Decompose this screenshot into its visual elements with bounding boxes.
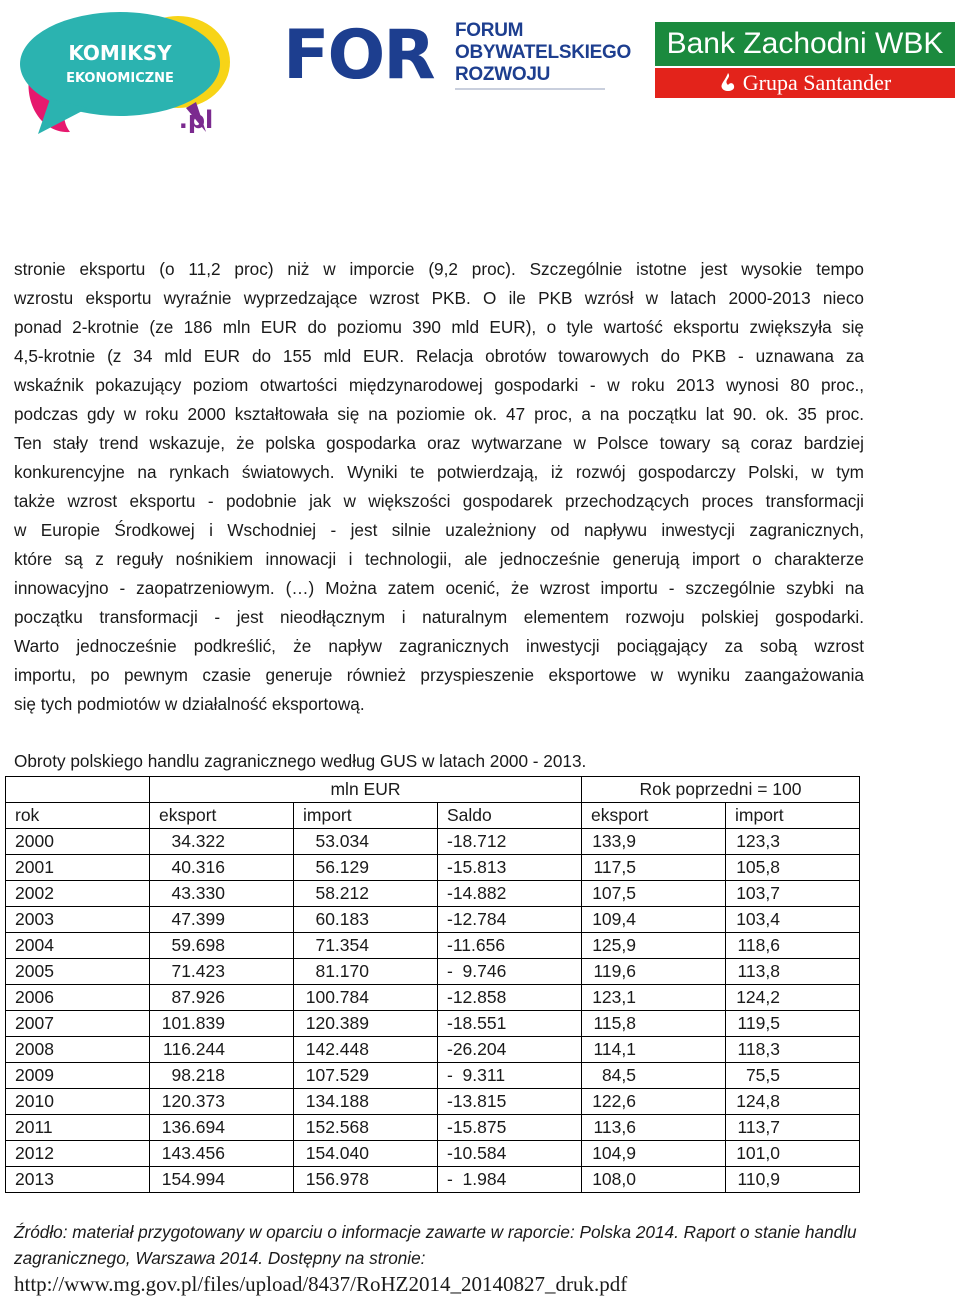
table-cell-value: 47.399 [171, 909, 225, 929]
trade-table [5, 776, 860, 1193]
table-cell-value: 71.354 [315, 935, 369, 955]
bank-zachodni-wbk-logo [655, 22, 955, 98]
table-cell [150, 1115, 294, 1141]
table-cell-value: 113,7 [737, 1117, 780, 1137]
table-row [6, 855, 860, 881]
table-cell-value: 2012 [15, 1143, 54, 1163]
table-cell-value: 119,5 [737, 1013, 780, 1033]
table-cell-value: 34.322 [171, 831, 225, 851]
table-cell-value: 2003 [15, 909, 54, 929]
table-cell-value: 2009 [15, 1065, 54, 1085]
table-cell [582, 1141, 726, 1167]
table-cell [6, 985, 150, 1011]
table-row [6, 1063, 860, 1089]
table-cell-value: 124,8 [736, 1091, 780, 1111]
table-cell-value: 2001 [15, 857, 54, 877]
table-cell-value: -26.204 [447, 1039, 507, 1059]
for-subtitle [455, 20, 631, 86]
table-cell-value: 53.034 [315, 831, 369, 851]
table-cell [294, 933, 438, 959]
table-cell [6, 907, 150, 933]
table-cell [150, 881, 294, 907]
table-cell-value: -14.882 [447, 883, 507, 903]
table-header-eksport-index: eksport [582, 803, 726, 829]
table-cell-value: 101,0 [736, 1143, 780, 1163]
table-header-row [6, 803, 860, 829]
table-cell-value: 59.698 [171, 935, 225, 955]
table-cell [582, 1063, 726, 1089]
komiksy-line1: KOMIKSY [68, 41, 172, 65]
table-cell-value: 101.839 [161, 1013, 225, 1033]
paragraph-line: się tych podmiotów w działalność eksportową. [14, 694, 365, 714]
table-cell-value: 81.170 [315, 961, 369, 981]
table-cell [726, 1141, 860, 1167]
table-row [6, 881, 860, 907]
table-cell-value: 2007 [15, 1013, 54, 1033]
table-group-header-mln: mln EUR [150, 777, 582, 803]
table-cell [294, 1037, 438, 1063]
table-cell [294, 881, 438, 907]
table-cell [438, 1141, 582, 1167]
table-cell [726, 1167, 860, 1193]
table-cell-value: 103,7 [736, 883, 780, 903]
table-cell [6, 855, 150, 881]
table-cell-value: 119,6 [593, 961, 636, 981]
table-cell-value: 109,4 [592, 909, 636, 929]
bank-group [655, 68, 955, 98]
table-cell-value: -12.784 [447, 909, 507, 929]
bank-group-label: Grupa Santander [742, 70, 892, 95]
paragraph-line: stronie eksportu (o 11,2 proc) niż w imporcie (9,2 proc). Szczególnie istotne jest wysokie tempo [14, 259, 864, 279]
table-cell-value: 122,6 [592, 1091, 636, 1111]
table-cell-value: - 1.984 [447, 1169, 507, 1189]
table-cell-value: 154.040 [305, 1143, 369, 1163]
paragraph-line: konkurencyjne na rynkach światowych. Wyniki te potwierdzają, iż rozwój gospodarczy Polski, w tym [14, 462, 864, 482]
table-cell [294, 855, 438, 881]
table-cell [150, 855, 294, 881]
table-caption: Obroty polskiego handlu zagranicznego według GUS w latach 2000 - 2013. [14, 751, 587, 771]
table-cell-value: 103,4 [736, 909, 780, 929]
table-cell-value: 60.183 [315, 909, 369, 929]
table-cell [438, 1037, 582, 1063]
table-cell [150, 933, 294, 959]
table-cell [150, 1167, 294, 1193]
table-cell [438, 881, 582, 907]
source-note: Źródło: materiał przygotowany w oparciu o informacje zawarte w raporcie: Polska 2014. Raport o stanie handlu zagranicznego, Warszawa 2014. Dostępny na stronie: [14, 1222, 857, 1268]
paragraph-line: także wzrost eksportu - podobnie jak w większości gospodarek przechodzących proces transformacji [14, 491, 864, 511]
table-cell-value: 133,9 [592, 831, 636, 851]
source-url[interactable]: http://www.mg.gov.pl/files/upload/8437/RoHZ2014_20140827_druk.pdf [14, 1272, 628, 1296]
table-cell-value: 154.994 [161, 1169, 225, 1189]
table-cell [438, 1115, 582, 1141]
table-cell-value: 107.529 [305, 1065, 369, 1085]
table-cell-value: 117,5 [593, 857, 636, 877]
table-cell [150, 959, 294, 985]
table-cell [582, 1089, 726, 1115]
table-cell-value: - 9.746 [447, 961, 507, 981]
table-cell [294, 907, 438, 933]
paragraph-line: które są z reguły nośnikiem innowacji i technologii, ale jednocześnie generują import o charakterze [14, 549, 864, 569]
table-cell-value: 2005 [15, 961, 54, 981]
table-cell-value: 124,2 [736, 987, 780, 1007]
table-cell [438, 1063, 582, 1089]
table-header-rok: rok [6, 803, 150, 829]
table-group-header-index: Rok poprzedni = 100 [582, 777, 860, 803]
for-subtitle-line1: FORUM [455, 20, 524, 41]
table-cell-value: 40.316 [171, 857, 225, 877]
table-cell [150, 907, 294, 933]
for-subtitle-line3: ROZWOJU [455, 64, 551, 85]
table-cell [726, 985, 860, 1011]
table-cell-value: 114,1 [593, 1039, 636, 1059]
table-cell [582, 985, 726, 1011]
table-cell-value: 136.694 [161, 1117, 225, 1137]
table-cell-value: 105,8 [736, 857, 780, 877]
table-cell [294, 959, 438, 985]
table-cell-value: 2011 [15, 1117, 53, 1137]
table-cell [294, 1011, 438, 1037]
table-cell-value: 2002 [15, 883, 54, 903]
table-cell [6, 1115, 150, 1141]
table-cell-value: 2000 [15, 831, 54, 851]
table-cell [726, 1011, 860, 1037]
table-cell-value: 2008 [15, 1039, 54, 1059]
table-cell [6, 1167, 150, 1193]
paragraph-line: wskaźnik pokazujący poziom otwartości międzynarodowej gospodarki - w roku 2013 wynosi 80 proc., [14, 375, 864, 395]
table-cell [438, 959, 582, 985]
bank-name: Bank Zachodni WBK [655, 22, 955, 66]
table-cell [150, 829, 294, 855]
table-header-eksport: eksport [150, 803, 294, 829]
santander-flame-icon [719, 70, 737, 100]
paragraph-line: początku transformacji - jest nieodłącznym i naturalnym elementem rozwoju polskiej gospodarki. [14, 607, 864, 627]
table-cell-value: -18.712 [447, 831, 507, 851]
table-header-import-index: import [726, 803, 860, 829]
table-cell-value: 125,9 [592, 935, 636, 955]
table-cell [582, 907, 726, 933]
table-cell-value: 108,0 [592, 1169, 636, 1189]
table-cell [582, 1115, 726, 1141]
table-row [6, 959, 860, 985]
table-cell-value: 104,9 [592, 1143, 636, 1163]
table-cell [438, 933, 582, 959]
table-cell [294, 829, 438, 855]
table-cell [582, 1037, 726, 1063]
table-group-header-empty [6, 777, 150, 803]
table-cell [582, 933, 726, 959]
for-subtitle-line2: OBYWATELSKIEGO [455, 42, 631, 63]
table-cell [294, 1089, 438, 1115]
table-cell [726, 907, 860, 933]
table-cell-value: 2004 [15, 935, 54, 955]
table-cell-value: 113,8 [737, 961, 780, 981]
paragraph-line: ponad 2-krotnie (ze 186 mln EUR do poziomu 390 mld EUR), o tyle wartość eksportu zwiększyła się [14, 317, 864, 337]
table-cell [6, 829, 150, 855]
table-cell-value: -13.815 [447, 1091, 507, 1111]
table-cell [6, 1037, 150, 1063]
table-cell-value: -10.584 [447, 1143, 507, 1163]
table-cell [726, 1037, 860, 1063]
table-cell [150, 1011, 294, 1037]
table-cell-value: -11.656 [447, 935, 506, 955]
paragraph-line: innowacyjno - zaopatrzeniowym. (…) Można zatem ocenić, że wzrost importu - szczególnie szybki na [14, 578, 864, 598]
table-cell-value: 113,6 [593, 1117, 636, 1137]
table-row [6, 1141, 860, 1167]
table-cell [294, 1167, 438, 1193]
table-cell [6, 933, 150, 959]
table-cell-value: 87.926 [171, 987, 225, 1007]
table-cell-value: 98.218 [171, 1065, 225, 1085]
table-cell [438, 1011, 582, 1037]
table-cell-value: 2013 [15, 1169, 54, 1189]
paragraph-line: 4,5-krotnie (z 34 mld EUR do 155 mld EUR. Relacja obrotów towarowych do PKB - uznawana za [14, 346, 864, 366]
komiksy-suffix: .pl [178, 106, 214, 134]
for-divider [455, 88, 605, 90]
table-cell [726, 1063, 860, 1089]
table-cell [726, 829, 860, 855]
table-cell-value: 118,3 [737, 1039, 780, 1059]
table-cell [6, 1141, 150, 1167]
table-row [6, 1089, 860, 1115]
table-row [6, 1167, 860, 1193]
table-cell-value: 116.244 [163, 1039, 225, 1059]
table-cell-value: 156.978 [305, 1169, 369, 1189]
table-cell [6, 1063, 150, 1089]
table-cell-value: 123,3 [736, 831, 780, 851]
table-cell [438, 1089, 582, 1115]
table-row [6, 1115, 860, 1141]
paragraph-line: podczas gdy w roku 2000 kształtowała się na poziomie ok. 47 proc, a na początku lat 90. ok. 35 proc. [14, 404, 864, 424]
table-cell [294, 985, 438, 1011]
table-cell [726, 1115, 860, 1141]
table-cell [150, 1089, 294, 1115]
table-cell-value: 123,1 [592, 987, 636, 1007]
table-cell [438, 855, 582, 881]
table-cell [438, 907, 582, 933]
paragraph-line: Ten stały trend wskazuje, że polska gospodarka oraz wytwarzane w Polsce towary są coraz bardziej [14, 433, 864, 453]
komiksy-ekonomiczne-logo [10, 4, 232, 140]
table-cell [438, 985, 582, 1011]
table-cell-value: -18.551 [447, 1013, 507, 1033]
table-cell-value: 75,5 [745, 1065, 780, 1085]
for-wordmark: FOR [283, 16, 434, 95]
table-cell-value: 143.456 [161, 1143, 225, 1163]
table-cell [582, 855, 726, 881]
table-cell [582, 1167, 726, 1193]
forum-obywatelskiego-rozwoju-logo [283, 16, 631, 98]
table-header-import: import [294, 803, 438, 829]
table-cell [726, 1089, 860, 1115]
table-cell [6, 1089, 150, 1115]
table-cell-value: 107,5 [592, 883, 636, 903]
paragraph-line: importu, po pewnym czasie generuje również przyspieszenie eksportowe w wyniku zaangażowania [14, 665, 864, 685]
table-cell [6, 1011, 150, 1037]
table-cell-value: 43.330 [171, 883, 225, 903]
table-cell-value: 58.212 [315, 883, 369, 903]
table-cell [6, 959, 150, 985]
table-cell [150, 1063, 294, 1089]
table-cell [294, 1063, 438, 1089]
table-cell-value: 118,6 [737, 935, 780, 955]
table-cell-value: - 9.311 [447, 1065, 506, 1085]
table-cell-value: -12.858 [447, 987, 507, 1007]
table-cell-value: 134.188 [305, 1091, 369, 1111]
table-cell-value: 152.568 [305, 1117, 369, 1137]
table-row [6, 1011, 860, 1037]
body-paragraph [14, 255, 864, 719]
table-row [6, 933, 860, 959]
table-cell [6, 881, 150, 907]
table-cell [438, 1167, 582, 1193]
table-cell-value: 71.423 [171, 961, 225, 981]
table-cell [150, 1141, 294, 1167]
table-cell [726, 881, 860, 907]
table-row [6, 985, 860, 1011]
table-cell [150, 1037, 294, 1063]
table-cell [582, 1011, 726, 1037]
table-cell [150, 985, 294, 1011]
table-cell [582, 881, 726, 907]
paragraph-line: Warto jednocześnie podkreślić, że napływ zagranicznych inwestycji pociągający za sobą wzrost [14, 636, 864, 656]
table-cell-value: 100.784 [305, 987, 369, 1007]
table-row [6, 1037, 860, 1063]
table-cell [726, 959, 860, 985]
table-cell-value: 2006 [15, 987, 54, 1007]
table-header-saldo: Saldo [438, 803, 582, 829]
table-cell-value: 84,5 [601, 1065, 636, 1085]
komiksy-line2: EKONOMICZNE [66, 71, 174, 86]
table-cell [294, 1115, 438, 1141]
table-cell [726, 933, 860, 959]
table-cell-value: 120.373 [161, 1091, 225, 1111]
table-cell-value: 56.129 [315, 857, 369, 877]
table-cell [726, 855, 860, 881]
table-cell [438, 829, 582, 855]
table-cell [582, 829, 726, 855]
table-cell-value: 2010 [15, 1091, 54, 1111]
table-row [6, 829, 860, 855]
table-cell-value: 120.389 [305, 1013, 369, 1033]
table-cell-value: -15.875 [447, 1117, 507, 1137]
table-cell [582, 959, 726, 985]
table-row [6, 907, 860, 933]
table-group-header-row [6, 777, 860, 803]
table-cell [294, 1141, 438, 1167]
table-cell-value: 110,9 [737, 1169, 780, 1189]
table-cell-value: -15.813 [447, 857, 507, 877]
table-cell-value: 115,8 [593, 1013, 636, 1033]
paragraph-line: wzrostu eksportu wyraźnie wyprzedzające wzrost PKB. O ile PKB wzrósł w latach 2000-2013 nieco [14, 288, 864, 308]
paragraph-line: w Europie Środkowej i Wschodniej - jest silnie uzależniony od napływu inwestycji zagranicznych, [14, 520, 864, 540]
table-cell-value: 142.448 [305, 1039, 369, 1059]
